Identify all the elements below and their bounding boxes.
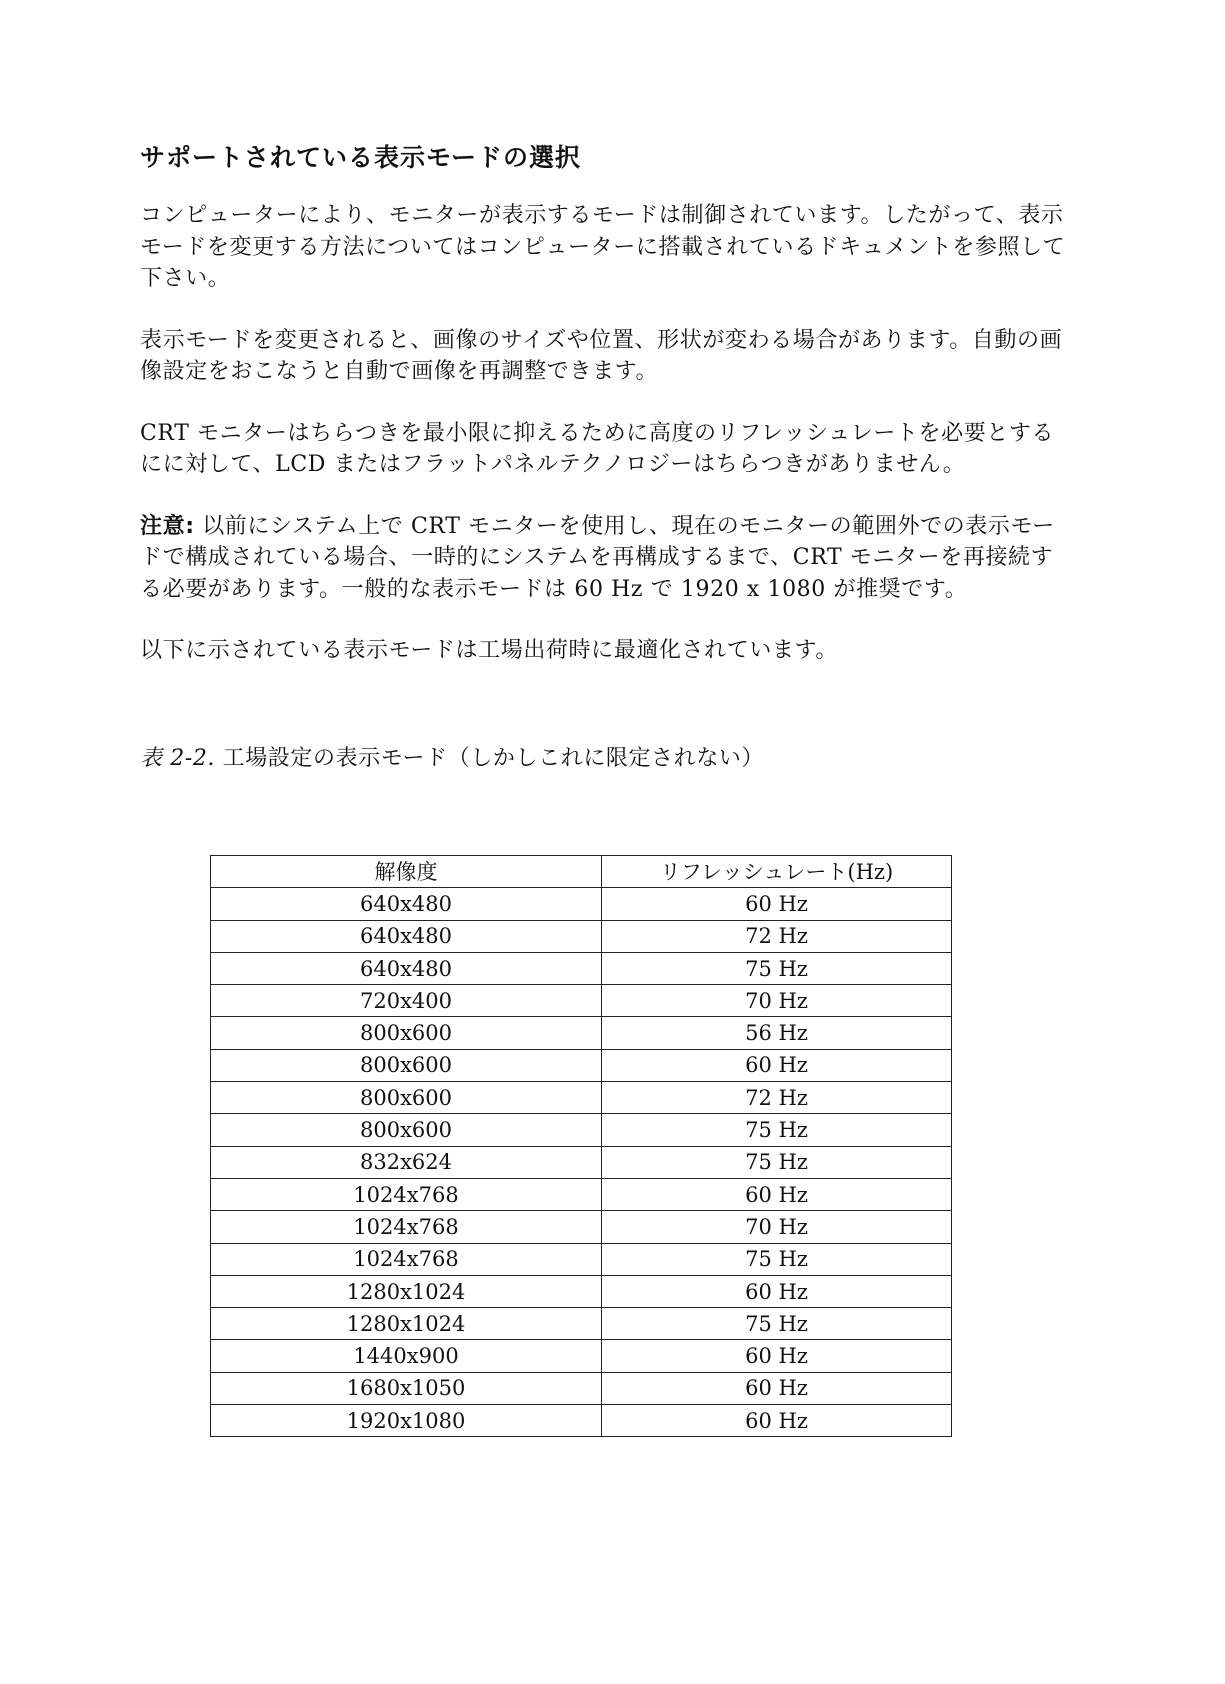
cell-resolution: 1024x768 bbox=[211, 1178, 602, 1210]
table-header-row bbox=[211, 856, 952, 888]
cell-refresh-rate: 56 Hz bbox=[602, 1017, 952, 1049]
display-modes-table bbox=[210, 855, 952, 1437]
section-heading: サポートされている表示モードの選択 bbox=[140, 143, 582, 172]
note-label: 注意: bbox=[140, 513, 195, 539]
table-row bbox=[211, 1049, 952, 1081]
note-text: 以前にシステム上で CRT モニターを使用し、現在のモニターの範囲外での表示モードで構成されている場合、一時的にシステムを再構成するまで、CRT モニターを再接続する必要があります。一般的な表示モードは 60 Hz で 1920 x 1080 が推奨です。 bbox=[140, 513, 1055, 602]
note-paragraph bbox=[140, 511, 1070, 606]
cell-resolution: 640x480 bbox=[211, 888, 602, 920]
cell-refresh-rate: 75 Hz bbox=[602, 952, 952, 984]
cell-refresh-rate: 60 Hz bbox=[602, 1405, 952, 1437]
cell-resolution: 832x624 bbox=[211, 1146, 602, 1178]
spacer bbox=[140, 697, 1070, 743]
cell-resolution: 1680x1050 bbox=[211, 1372, 602, 1404]
cell-resolution: 1440x900 bbox=[211, 1340, 602, 1372]
cell-refresh-rate: 60 Hz bbox=[602, 1372, 952, 1404]
cell-resolution: 1280x1024 bbox=[211, 1308, 602, 1340]
cell-resolution: 1024x768 bbox=[211, 1211, 602, 1243]
cell-resolution: 800x600 bbox=[211, 1114, 602, 1146]
table-row bbox=[211, 920, 952, 952]
paragraph-display-mode-change: 表示モードを変更されると、画像のサイズや位置、形状が変わる場合があります。自動の画像設定をおこなうと自動で画像を再調整できます。 bbox=[140, 327, 1063, 384]
document-body bbox=[140, 138, 1070, 799]
paragraph-crt-lcd-flicker: CRT モニターはちらつきを最小限に抑えるために高度のリフレッシュレートを必要とするにに対して、LCD またはフラットパネルテクノロジーはちらつきがありません。 bbox=[140, 420, 1055, 477]
cell-refresh-rate: 75 Hz bbox=[602, 1114, 952, 1146]
table-row bbox=[211, 985, 952, 1017]
cell-refresh-rate: 70 Hz bbox=[602, 985, 952, 1017]
cell-resolution: 800x600 bbox=[211, 1049, 602, 1081]
table-row bbox=[211, 952, 952, 984]
table-row bbox=[211, 888, 952, 920]
table-row bbox=[211, 1340, 952, 1372]
cell-refresh-rate: 75 Hz bbox=[602, 1146, 952, 1178]
cell-resolution: 800x600 bbox=[211, 1082, 602, 1114]
table-caption bbox=[140, 743, 1070, 775]
cell-refresh-rate: 75 Hz bbox=[602, 1243, 952, 1275]
cell-refresh-rate: 70 Hz bbox=[602, 1211, 952, 1243]
header-refresh-rate: リフレッシュレート(Hz) bbox=[602, 856, 952, 888]
cell-refresh-rate: 60 Hz bbox=[602, 1178, 952, 1210]
table-caption-text: 工場設定の表示モード（しかしこれに限定されない） bbox=[215, 745, 765, 771]
table-row bbox=[211, 1082, 952, 1114]
table-row bbox=[211, 1211, 952, 1243]
table-row bbox=[211, 1308, 952, 1340]
cell-resolution: 1280x1024 bbox=[211, 1275, 602, 1307]
cell-refresh-rate: 60 Hz bbox=[602, 888, 952, 920]
cell-refresh-rate: 60 Hz bbox=[602, 1340, 952, 1372]
table-row bbox=[211, 1275, 952, 1307]
table-row bbox=[211, 1146, 952, 1178]
table-row bbox=[211, 1372, 952, 1404]
table-row bbox=[211, 1405, 952, 1437]
cell-resolution: 1024x768 bbox=[211, 1243, 602, 1275]
cell-refresh-rate: 60 Hz bbox=[602, 1049, 952, 1081]
cell-resolution: 640x480 bbox=[211, 952, 602, 984]
header-resolution: 解像度 bbox=[211, 856, 602, 888]
table-row bbox=[211, 1243, 952, 1275]
cell-refresh-rate: 60 Hz bbox=[602, 1275, 952, 1307]
cell-resolution: 800x600 bbox=[211, 1017, 602, 1049]
cell-refresh-rate: 75 Hz bbox=[602, 1308, 952, 1340]
cell-resolution: 640x480 bbox=[211, 920, 602, 952]
paragraph-table-intro: 以下に示されている表示モードは工場出荷時に最適化されています。 bbox=[140, 638, 838, 663]
table-row bbox=[211, 1017, 952, 1049]
table-row bbox=[211, 1114, 952, 1146]
cell-resolution: 1920x1080 bbox=[211, 1405, 602, 1437]
cell-refresh-rate: 72 Hz bbox=[602, 1082, 952, 1114]
table-caption-number: 表 2-2. bbox=[140, 745, 216, 771]
paragraph-display-mode-control: コンピューターにより、モニターが表示するモードは制御されています。したがって、表示モードを変更する方法についてはコンピューターに搭載されているドキュメントを参照して下さい。 bbox=[140, 203, 1066, 291]
table-row bbox=[211, 1178, 952, 1210]
cell-resolution: 720x400 bbox=[211, 985, 602, 1017]
cell-refresh-rate: 72 Hz bbox=[602, 920, 952, 952]
